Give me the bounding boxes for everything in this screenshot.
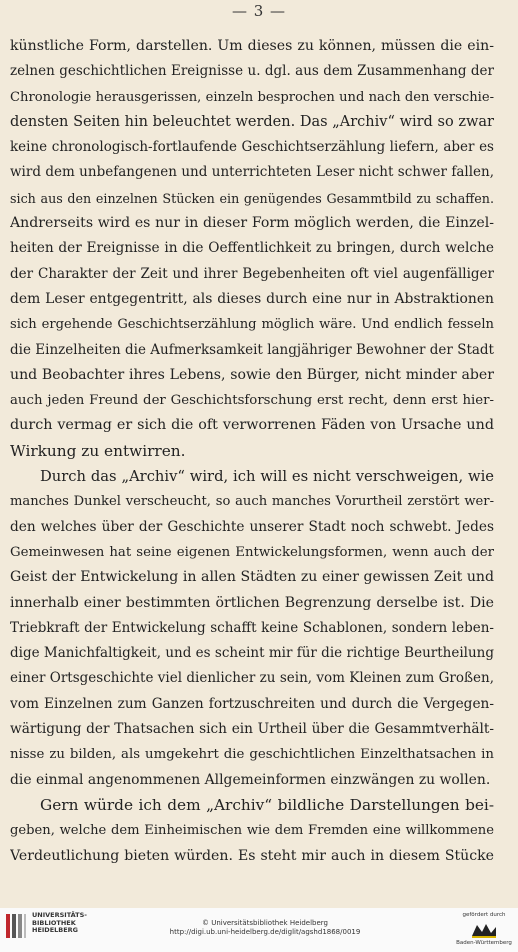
text-line: Gemeinwesen hat seine eigenen Entwickelungsformen, wenn auch der [10, 544, 494, 560]
text-line: heiten der Ereignisse in die Oeffentlichkeit zu bringen, durch welche [10, 240, 494, 257]
funder-block [454, 912, 514, 947]
text-line: Gern würde ich dem „Archiv“ bildliche Darstellungen bei- [40, 795, 494, 814]
source-url-link[interactable]: http://digi.ub.uni-heidelberg.de/diglit/agshd1868/0019 [169, 927, 361, 936]
text-line: keine chronologisch-fortlaufende Geschichtserzählung liefern, aber es [10, 139, 494, 156]
text-line: Wirkung zu entwirren. [10, 441, 186, 460]
text-line: geben, welche dem Einheimischen wie dem Fremden eine willkommene [10, 823, 494, 839]
text-line: die Einzelheiten die Aufmerksamkeit langjähriger Bewohner der Stadt [10, 341, 494, 358]
text-line: dem Leser entgegentritt, als dieses durch eine nur in Abstraktionen [10, 290, 494, 307]
footer-credits [120, 919, 410, 936]
funded-by-label: gefördert durch [462, 912, 506, 918]
text-line: wärtigung der Thatsachen sich ein Urtheil über die Gesammtverhält- [10, 721, 494, 738]
text-line: Verdeutlichung bieten würden. Es steht mir auch in diesem Stücke [10, 847, 494, 864]
state-emblem-icon [469, 921, 499, 939]
text-line: auch jeden Freund der Geschichtsforschung erst recht, denn erst hier- [10, 393, 494, 409]
text-line: und Beobachter ihres Lebens, sowie den Bürger, nicht minder aber [10, 366, 494, 383]
text-line: zelnen geschichtlichen Ereignisse u. dgl. aus dem Zusammenhang der [10, 63, 494, 80]
text-line: sich aus den einzelnen Stücken ein genügendes Gesammtbild zu schaffen. [10, 190, 494, 206]
text-line: dige Manichfaltigkeit, und es scheint mir für die richtige Beurtheilung [10, 645, 494, 662]
library-logo-icon [4, 912, 28, 940]
text-line: Durch das „Archiv“ wird, ich will es nicht verschweigen, wie [40, 468, 494, 486]
text-line: Geist der Entwickelung in allen Städten zu einer gewissen Zeit und [10, 569, 494, 586]
copyright-text: © Universitätsbibliothek Heidelberg [201, 919, 328, 927]
text-line: sich ergehende Geschichtserzählung möglich wäre. Und endlich fesseln [10, 317, 494, 333]
library-name: UNIVERSITÄTS- BIBLIOTHEK HEIDELBERG [32, 911, 87, 935]
page-number: — 3 — [231, 2, 287, 20]
text-line: wird dem unbefangenen und unterrichteten Leser nicht schwer fallen, [10, 164, 494, 181]
text-line: Andrerseits wird es nur in dieser Form möglich werden, die Einzel- [10, 215, 494, 232]
text-line: den welches über der Geschichte unserer Stadt noch schwebt. Jedes [10, 518, 494, 535]
text-line: Triebkraft der Entwickelung schafft keine Schablonen, sondern leben- [10, 619, 494, 636]
text-line: nisse zu bilden, als umgekehrt die geschichtlichen Einzelthatsachen in [10, 747, 494, 763]
footer [0, 908, 518, 952]
text-line: Chronologie herausgerissen, einzeln besprochen und nach den verschie- [10, 89, 494, 105]
text-line: durch vermag er sich die oft verworrenen Fäden von Ursache und [10, 417, 494, 434]
text-line: einer Ortsgeschichte viel dienlicher zu sein, vom Kleinen zum Großen, [10, 670, 494, 687]
text-line: künstliche Form, darstellen. Um dieses zu können, müssen die ein- [10, 38, 494, 54]
text-body [10, 34, 494, 869]
text-line: manches Dunkel verscheucht, so auch manches Vorurtheil zerstört wer- [10, 494, 494, 510]
text-line: der Charakter der Zeit und ihrer Begebenheiten oft viel augenfälliger [10, 265, 494, 282]
text-line: vom Einzelnen zum Ganzen fortzuschreiten und durch die Vergegen- [10, 695, 494, 712]
funder-name: Baden-Württemberg [456, 940, 512, 946]
text-line: densten Seiten hin beleuchtet werden. Das „Archiv“ wird so zwar [10, 113, 494, 130]
text-line: die einmal angenommenen Allgemeinformen einzwängen zu wollen. [10, 771, 491, 788]
text-line: innerhalb einer bestimmten örtlichen Begrenzung derselbe ist. Die [10, 594, 494, 611]
